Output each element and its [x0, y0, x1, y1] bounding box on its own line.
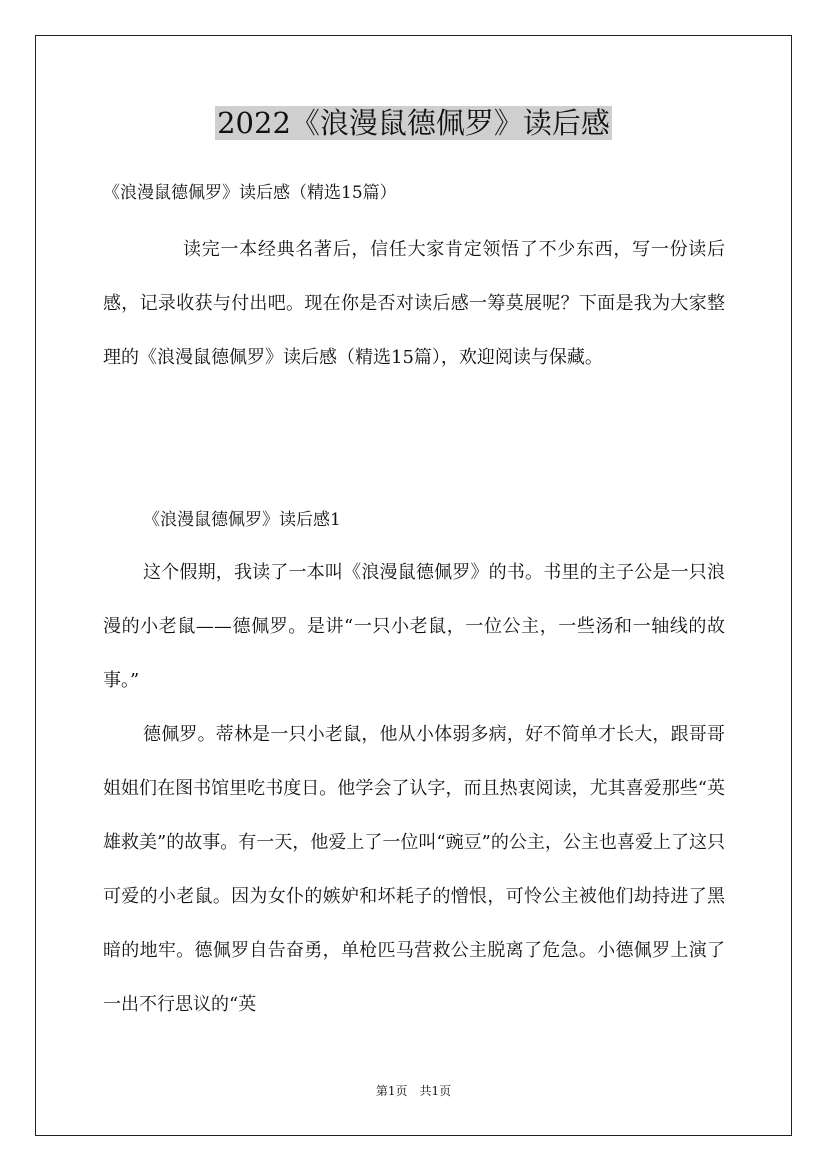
document-subtitle: 《浪漫鼠德佩罗》读后感（精选15篇）	[103, 183, 397, 203]
intro-paragraph: 读完一本经典名著后，信任大家肯定领悟了不少东西，写一份读后感，记录收获与付出吧。现在你是否对读后感一筹莫展呢？下面是我为大家整理的《浪漫鼠德佩罗》读后感（精选15篇），欢迎阅读与保藏。	[103, 239, 725, 368]
document-title	[0, 103, 827, 143]
body-paragraph: 德佩罗。蒂林是一只小老鼠，他从小体弱多病，好不简单才长大，跟哥哥姐姐们在图书馆里吃书度日。他学会了认字，而且热衷阅读，尤其喜爱那些“英雄救美”的故事。有一天，他爱上了一位叫“豌豆”的公主，公主也喜爱上了这只可爱的小老鼠。因为女仆的嫉妒和坏耗子的憎恨，可怜公主被他们劫持进了黑暗的地牢。德佩罗自告奋勇，单枪匹马营救公主脱离了危急。小德佩罗上演了一出不行思议的“英	[103, 724, 725, 1015]
page-footer: 第1页 共1页	[375, 1084, 452, 1098]
section-heading: 《浪漫鼠德佩罗》读后感1	[143, 510, 341, 530]
body-paragraph: 这个假期，我读了一本叫《浪漫鼠德佩罗》的书。书里的主子公是一只浪漫的小老鼠——德佩罗。是讲“一只小老鼠，一位公主，一些汤和一轴线的故事。”	[103, 562, 725, 691]
document-title-text: 2022《浪漫鼠德佩罗》读后感	[217, 106, 610, 140]
